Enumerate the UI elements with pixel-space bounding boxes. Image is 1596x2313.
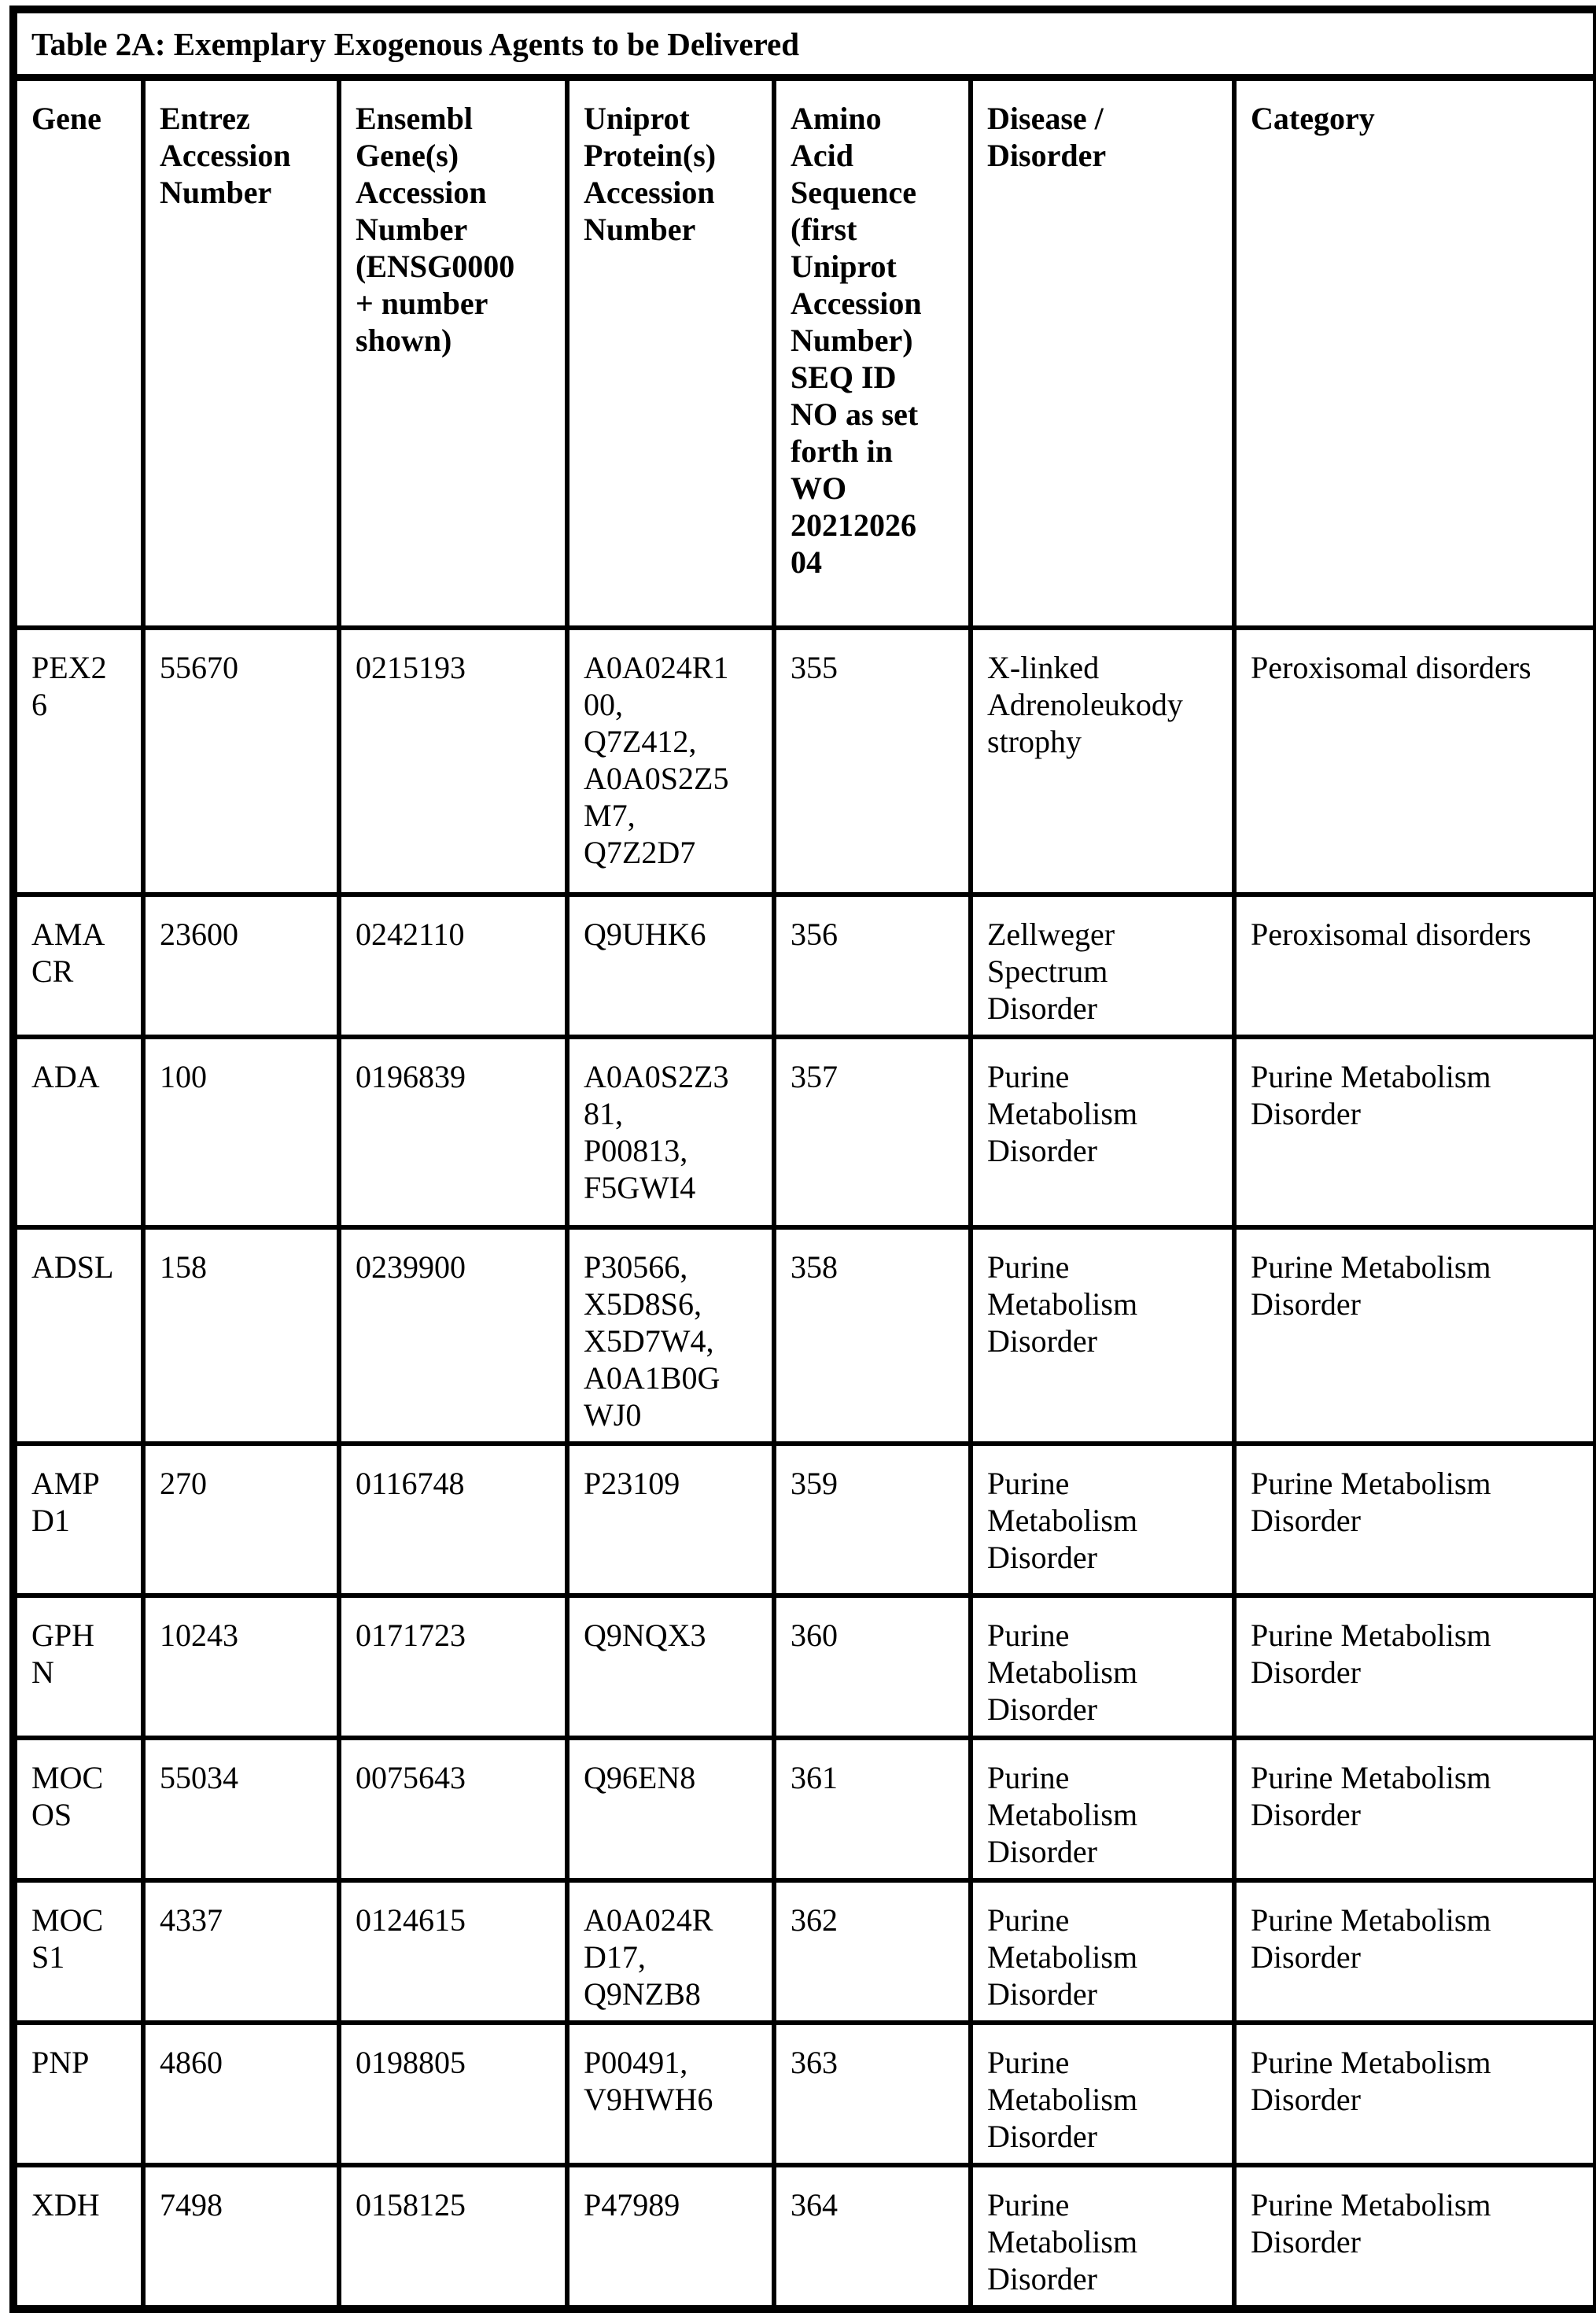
table-row — [13, 1037, 1596, 1227]
table-row — [13, 2165, 1596, 2309]
cell-entrez: 55670 — [143, 628, 339, 895]
cell-category: Purine Metabolism Disorder — [1234, 1037, 1596, 1227]
table-row — [13, 1595, 1596, 1738]
cell-entrez: 55034 — [143, 1738, 339, 1880]
cell-gene: PNP — [13, 2023, 143, 2165]
cell-category: Purine Metabolism Disorder — [1234, 1227, 1596, 1444]
cell-category: Peroxisomal disorders — [1234, 628, 1596, 895]
cell-entrez: 4860 — [143, 2023, 339, 2165]
cell-entrez: 158 — [143, 1227, 339, 1444]
table-row — [13, 628, 1596, 895]
cell-uniprot: Q9UHK6 — [567, 895, 774, 1037]
cell-gene: GPH N — [13, 1595, 143, 1738]
cell-ensembl: 0239900 — [339, 1227, 567, 1444]
table-row — [13, 1880, 1596, 2023]
cell-seq-id: 361 — [774, 1738, 971, 1880]
cell-uniprot: A0A024R1 00, Q7Z412, A0A0S2Z5 M7, Q7Z2D7 — [567, 628, 774, 895]
cell-disease: Purine Metabolism Disorder — [971, 1037, 1234, 1227]
cell-ensembl: 0242110 — [339, 895, 567, 1037]
column-header-seq-id: Amino Acid Sequence (first Uniprot Accession Number) SEQ ID NO as set forth in WO 20212026 04 — [774, 77, 971, 628]
cell-category: Purine Metabolism Disorder — [1234, 1444, 1596, 1595]
table-row — [13, 1738, 1596, 1880]
cell-disease: Purine Metabolism Disorder — [971, 2165, 1234, 2309]
cell-ensembl: 0171723 — [339, 1595, 567, 1738]
cell-disease: Purine Metabolism Disorder — [971, 1738, 1234, 1880]
column-header-disease: Disease / Disorder — [971, 77, 1234, 628]
cell-disease: X-linked Adrenoleukody strophy — [971, 628, 1234, 895]
column-header-gene: Gene — [13, 77, 143, 628]
table-title: Table 2A: Exemplary Exogenous Agents to be Delivered — [13, 9, 1596, 77]
cell-category: Purine Metabolism Disorder — [1234, 1738, 1596, 1880]
cell-disease: Purine Metabolism Disorder — [971, 1444, 1234, 1595]
column-header-uniprot: Uniprot Protein(s) Accession Number — [567, 77, 774, 628]
cell-entrez: 4337 — [143, 1880, 339, 2023]
exogenous-agents-table — [9, 6, 1596, 2313]
table-title-row — [13, 9, 1596, 77]
column-header-ensembl: Ensembl Gene(s) Accession Number (ENSG0000 + number shown) — [339, 77, 567, 628]
column-header-entrez: Entrez Accession Number — [143, 77, 339, 628]
cell-category: Purine Metabolism Disorder — [1234, 2023, 1596, 2165]
cell-seq-id: 364 — [774, 2165, 971, 2309]
cell-gene: AMA CR — [13, 895, 143, 1037]
cell-uniprot: A0A024R D17, Q9NZB8 — [567, 1880, 774, 2023]
cell-uniprot: P30566, X5D8S6, X5D7W4, A0A1B0G WJ0 — [567, 1227, 774, 1444]
cell-gene: XDH — [13, 2165, 143, 2309]
cell-uniprot: Q9NQX3 — [567, 1595, 774, 1738]
cell-gene: ADSL — [13, 1227, 143, 1444]
cell-uniprot: Q96EN8 — [567, 1738, 774, 1880]
cell-disease: Purine Metabolism Disorder — [971, 1880, 1234, 2023]
cell-uniprot: P47989 — [567, 2165, 774, 2309]
cell-disease: Zellweger Spectrum Disorder — [971, 895, 1234, 1037]
cell-ensembl: 0215193 — [339, 628, 567, 895]
cell-category: Purine Metabolism Disorder — [1234, 2165, 1596, 2309]
table-row — [13, 1444, 1596, 1595]
cell-seq-id: 355 — [774, 628, 971, 895]
cell-seq-id: 356 — [774, 895, 971, 1037]
cell-seq-id: 359 — [774, 1444, 971, 1595]
table-row — [13, 895, 1596, 1037]
column-header-category: Category — [1234, 77, 1596, 628]
cell-ensembl: 0196839 — [339, 1037, 567, 1227]
cell-disease: Purine Metabolism Disorder — [971, 1595, 1234, 1738]
cell-category: Peroxisomal disorders — [1234, 895, 1596, 1037]
cell-seq-id: 363 — [774, 2023, 971, 2165]
cell-ensembl: 0075643 — [339, 1738, 567, 1880]
cell-entrez: 270 — [143, 1444, 339, 1595]
cell-entrez: 100 — [143, 1037, 339, 1227]
cell-gene: AMP D1 — [13, 1444, 143, 1595]
cell-uniprot: P00491, V9HWH6 — [567, 2023, 774, 2165]
cell-seq-id: 357 — [774, 1037, 971, 1227]
cell-category: Purine Metabolism Disorder — [1234, 1595, 1596, 1738]
cell-seq-id: 358 — [774, 1227, 971, 1444]
cell-disease: Purine Metabolism Disorder — [971, 2023, 1234, 2165]
cell-category: Purine Metabolism Disorder — [1234, 1880, 1596, 2023]
cell-gene: MOC OS — [13, 1738, 143, 1880]
table-row — [13, 2023, 1596, 2165]
table-header-row — [13, 77, 1596, 628]
cell-entrez: 23600 — [143, 895, 339, 1037]
cell-ensembl: 0158125 — [339, 2165, 567, 2309]
cell-gene: PEX2 6 — [13, 628, 143, 895]
cell-ensembl: 0124615 — [339, 1880, 567, 2023]
table-row — [13, 1227, 1596, 1444]
cell-entrez: 10243 — [143, 1595, 339, 1738]
cell-disease: Purine Metabolism Disorder — [971, 1227, 1234, 1444]
cell-seq-id: 360 — [774, 1595, 971, 1738]
cell-gene: MOC S1 — [13, 1880, 143, 2023]
cell-ensembl: 0116748 — [339, 1444, 567, 1595]
cell-ensembl: 0198805 — [339, 2023, 567, 2165]
cell-uniprot: P23109 — [567, 1444, 774, 1595]
cell-seq-id: 362 — [774, 1880, 971, 2023]
cell-entrez: 7498 — [143, 2165, 339, 2309]
cell-uniprot: A0A0S2Z3 81, P00813, F5GWI4 — [567, 1037, 774, 1227]
cell-gene: ADA — [13, 1037, 143, 1227]
